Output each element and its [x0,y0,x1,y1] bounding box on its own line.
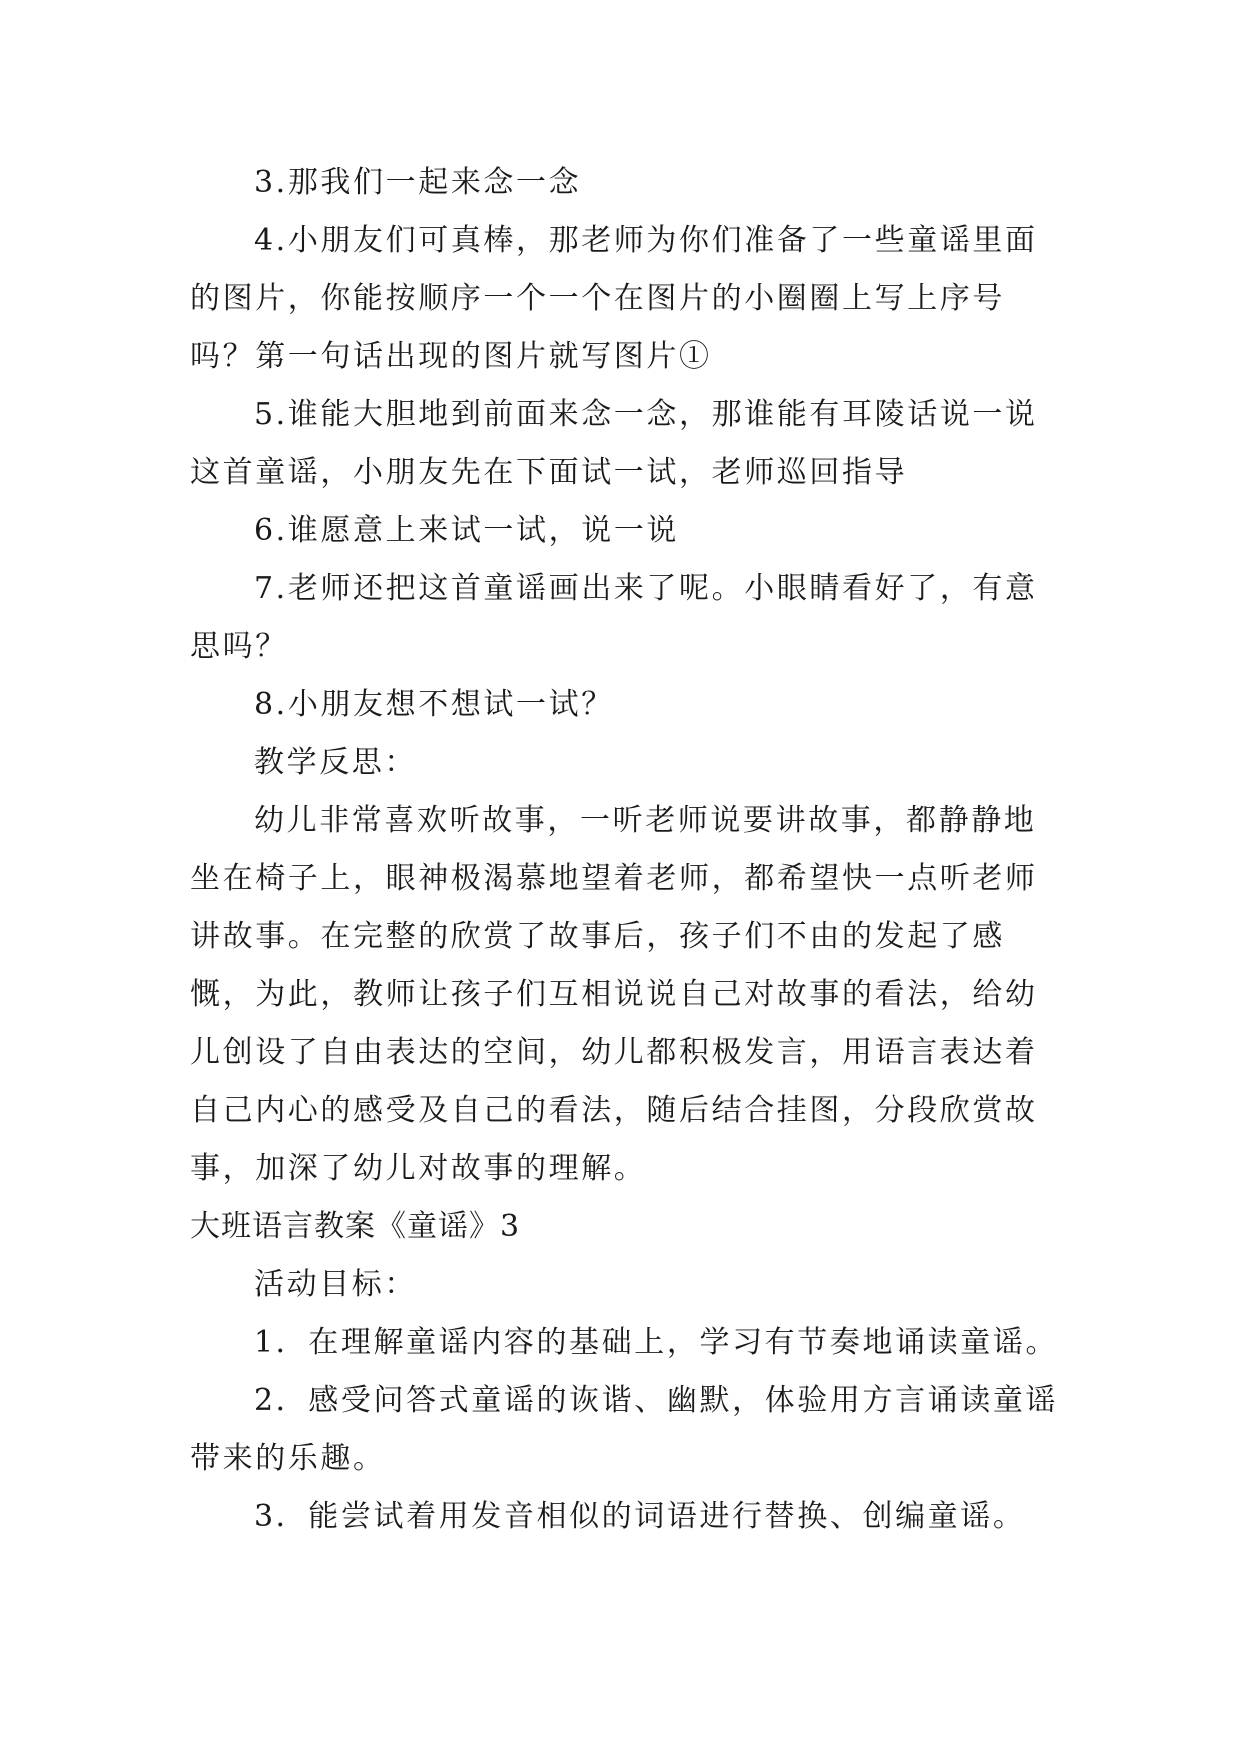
step-8-paragraph: 8.小朋友想不想试一试？ [254,687,614,722]
goal-1-paragraph: 1．在理解童谣内容的基础上，学习有节奏地诵读童谣。 [254,1325,1059,1360]
goal-2-paragraph: 2．感受问答式童谣的诙谐、幽默，体验用方言诵读童谣带来的乐趣。 [190,1383,1059,1476]
step-5-paragraph: 5.谁能大胆地到前面来念一念，那谁能有耳陵话说一说这首童谣，小朋友先在下面试一试，老师巡回指导 [190,397,1038,490]
step-7-paragraph: 7.老师还把这首童谣画出来了呢。小眼睛看好了，有意思吗？ [190,571,1038,664]
reflection-paragraph: 幼儿非常喜欢听故事，一听老师说要讲故事，都静静地坐在椅子上，眼神极渴慕地望着老师，都希望快一点听老师讲故事。在完整的欣赏了故事后，孩子们不由的发起了感慨，为此，教师让孩子们互相说说自己对故事的看法，给幼儿创设了自由表达的空间，幼儿都积极发言，用语言表达着自己内心的感受及自己的看法，随后结合挂图，分段欣赏故事，加深了幼儿对故事的理解。 [190,803,1038,1186]
document-body [190,154,1060,1546]
goal-3-paragraph: 3．能尝试着用发音相似的词语进行替换、创编童谣。 [254,1499,1026,1534]
goals-heading: 活动目标： [254,1267,417,1302]
step-6-paragraph: 6.谁愿意上来试一试，说一说 [254,513,680,548]
section-title: 大班语言教案《童谣》3 [190,1209,521,1244]
step-3-paragraph: 3.那我们一起来念一念 [254,165,582,200]
step-4-paragraph: 4.小朋友们可真棒，那老师为你们准备了一些童谣里面的图片，你能按顺序一个一个在图片的小圈圈上写上序号吗？第一句话出现的图片就写图片① [190,223,1038,374]
reflection-heading: 教学反思： [254,745,417,780]
